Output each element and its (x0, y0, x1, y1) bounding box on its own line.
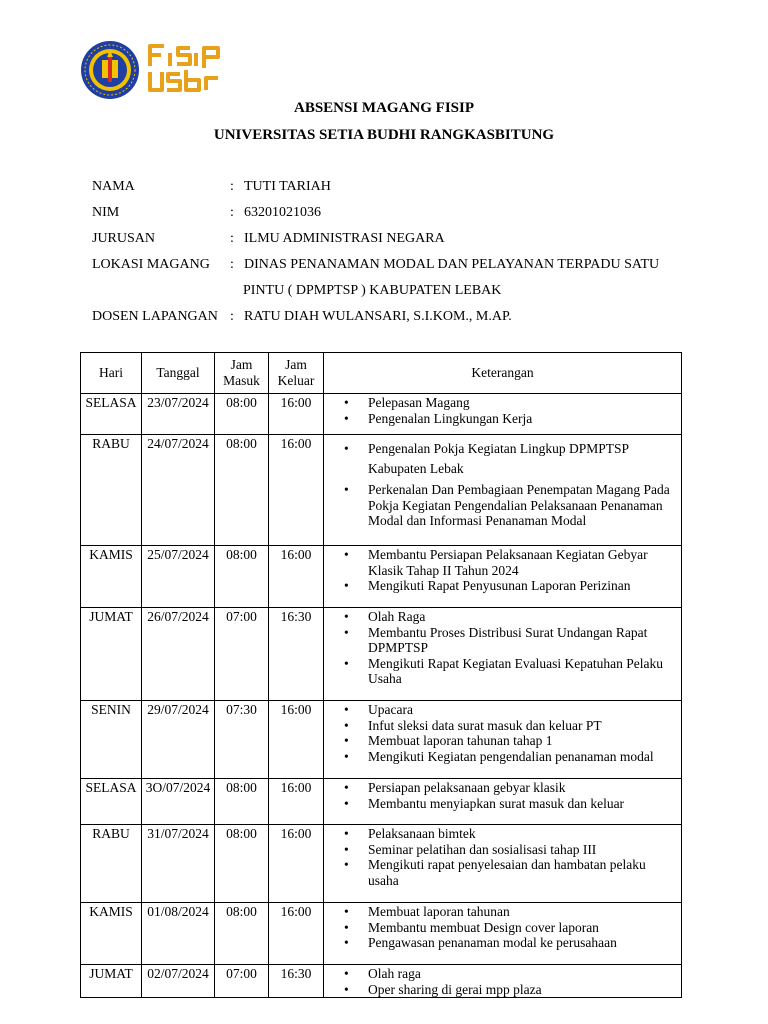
list-item: • Mengikuti Rapat Penyusunan Laporan Perizinan (368, 578, 675, 594)
header-jam-keluar-line1: Jam (285, 357, 307, 372)
info-label: LOKASI MAGANG (92, 257, 210, 272)
list-item: • Membantu Proses Distribusi Surat Undangan Rapat DPMPTSP (368, 625, 675, 656)
info-value-continued: PINTU ( DPMPTSP ) KABUPATEN LEBAK (243, 283, 502, 298)
cell-masuk: 08:00 (215, 394, 269, 435)
info-colon: : (230, 205, 234, 220)
attendance-table (80, 352, 682, 998)
cell-keterangan (324, 825, 682, 903)
cell-hari: SELASA (81, 779, 142, 825)
table-row (81, 779, 682, 825)
header-jam-masuk-line2: Masuk (223, 373, 260, 388)
cell-hari: SELASA (81, 394, 142, 435)
header-jam-masuk-line1: Jam (230, 357, 253, 372)
list-item: • Seminar pelatihan dan sosialisasi tahap III (368, 842, 675, 858)
cell-masuk: 08:00 (215, 903, 269, 965)
info-value: ILMU ADMINISTRASI NEGARA (244, 231, 445, 246)
cell-hari: RABU (81, 435, 142, 546)
list-item: • Upacara (368, 702, 675, 718)
list-item: • Membantu membuat Design cover laporan (368, 920, 675, 936)
university-seal-icon (80, 40, 140, 100)
list-item: • Membuat laporan tahunan tahap 1 (368, 733, 675, 749)
cell-tanggal: 29/07/2024 (142, 701, 215, 779)
cell-tanggal: 31/07/2024 (142, 825, 215, 903)
table-row (81, 965, 682, 998)
list-item: • Oper sharing di gerai mpp plaza (368, 982, 675, 998)
header-keterangan: Keterangan (324, 353, 682, 394)
list-item: • Pelaksanaan bimtek (368, 826, 675, 842)
cell-keterangan (324, 903, 682, 965)
list-item: • Olah raga (368, 966, 675, 982)
info-row-lokasi-cont (92, 281, 692, 307)
header-jam-masuk (215, 353, 269, 394)
cell-tanggal: 25/07/2024 (142, 546, 215, 608)
table-row (81, 435, 682, 546)
header-tanggal: Tanggal (142, 353, 215, 394)
cell-hari: KAMIS (81, 546, 142, 608)
cell-tanggal: 23/07/2024 (142, 394, 215, 435)
cell-keluar: 16:00 (269, 825, 324, 903)
info-value: DINAS PENANAMAN MODAL DAN PELAYANAN TERPADU SATU (244, 257, 660, 272)
fisip-usbr-wordmark (146, 42, 228, 96)
list-item: • Pengenalan Pokja Kegiatan Lingkup DPMPTSP Kabupaten Lebak (368, 439, 675, 479)
table-row (81, 903, 682, 965)
info-value: RATU DIAH WULANSARI, S.I.KOM., M.AP. (244, 309, 512, 324)
info-value: TUTI TARIAH (244, 179, 331, 194)
cell-masuk: 07:00 (215, 965, 269, 998)
cell-keluar: 16:00 (269, 779, 324, 825)
info-row-nim (92, 203, 692, 229)
cell-keterangan (324, 779, 682, 825)
info-value: 63201021036 (244, 205, 321, 220)
cell-keluar: 16:00 (269, 903, 324, 965)
cell-keluar: 16:30 (269, 608, 324, 701)
info-row-dosen (92, 307, 692, 333)
list-item: • Pelepasan Magang (368, 395, 675, 411)
cell-tanggal: 01/08/2024 (142, 903, 215, 965)
list-item: • Persiapan pelaksanaan gebyar klasik (368, 780, 675, 796)
table-header-row (81, 353, 682, 394)
cell-keterangan (324, 608, 682, 701)
cell-hari: JUMAT (81, 608, 142, 701)
cell-masuk: 08:00 (215, 546, 269, 608)
info-colon: : (230, 257, 234, 272)
info-label: DOSEN LAPANGAN (92, 309, 218, 324)
list-item: • Perkenalan Dan Pembagiaan Penempatan Magang Pada Pokja Kegiatan Pengendalian Pelaksanaan Penanaman Modal dan Informasi Penanaman Modal (368, 482, 675, 529)
list-item: • Infut sleksi data surat masuk dan keluar PT (368, 718, 675, 734)
info-row-lokasi (92, 255, 692, 281)
cell-hari: SENIN (81, 701, 142, 779)
info-colon: : (230, 309, 234, 324)
cell-masuk: 07:00 (215, 608, 269, 701)
list-item: • Olah Raga (368, 609, 675, 625)
info-row-nama (92, 177, 692, 203)
cell-keterangan (324, 965, 682, 998)
list-item: • Pengawasan penanaman modal ke perusahaan (368, 935, 675, 951)
cell-tanggal: 3O/07/2024 (142, 779, 215, 825)
info-colon: : (230, 231, 234, 246)
cell-hari: JUMAT (81, 965, 142, 998)
cell-masuk: 07:30 (215, 701, 269, 779)
table-row (81, 608, 682, 701)
cell-masuk: 08:00 (215, 825, 269, 903)
cell-keterangan (324, 546, 682, 608)
cell-hari: KAMIS (81, 903, 142, 965)
info-label: JURUSAN (92, 231, 156, 246)
table-row (81, 546, 682, 608)
cell-tanggal: 24/07/2024 (142, 435, 215, 546)
list-item: • Membantu menyiapkan surat masuk dan keluar (368, 796, 675, 812)
cell-keluar: 16:00 (269, 435, 324, 546)
cell-keluar: 16:00 (269, 701, 324, 779)
info-label: NAMA (92, 179, 135, 194)
info-colon: : (230, 179, 234, 194)
cell-tanggal: 26/07/2024 (142, 608, 215, 701)
cell-keterangan (324, 394, 682, 435)
cell-keterangan (324, 435, 682, 546)
cell-masuk: 08:00 (215, 779, 269, 825)
header-hari: Hari (81, 353, 142, 394)
cell-keluar: 16:30 (269, 965, 324, 998)
list-item: • Mengikuti Rapat Kegiatan Evaluasi Kepatuhan Pelaku Usaha (368, 656, 675, 687)
info-label: NIM (92, 205, 120, 220)
header-jam-keluar (269, 353, 324, 394)
list-item: • Pengenalan Lingkungan Kerja (368, 411, 675, 427)
table-row (81, 394, 682, 435)
cell-keterangan (324, 701, 682, 779)
cell-tanggal: 02/07/2024 (142, 965, 215, 998)
header-logo (80, 40, 230, 100)
cell-hari: RABU (81, 825, 142, 903)
document-title: ABSENSI MAGANG FISIP (293, 100, 475, 116)
cell-keluar: 16:00 (269, 394, 324, 435)
info-row-jurusan (92, 229, 692, 255)
list-item: • Mengikuti Kegiatan pengendalian penanaman modal (368, 749, 675, 765)
cell-keluar: 16:00 (269, 546, 324, 608)
university-name: UNIVERSITAS SETIA BUDHI RANGKASBITUNG (213, 127, 555, 143)
table-row (81, 825, 682, 903)
header-jam-keluar-line2: Keluar (277, 373, 315, 388)
list-item: • Membuat laporan tahunan (368, 904, 675, 920)
cell-masuk: 08:00 (215, 435, 269, 546)
student-info (92, 177, 692, 333)
list-item: • Membantu Persiapan Pelaksanaan Kegiatan Gebyar Klasik Tahap II Tahun 2024 (368, 547, 675, 578)
table-row (81, 701, 682, 779)
list-item: • Mengikuti rapat penyelesaian dan hambatan pelaku usaha (368, 857, 675, 888)
